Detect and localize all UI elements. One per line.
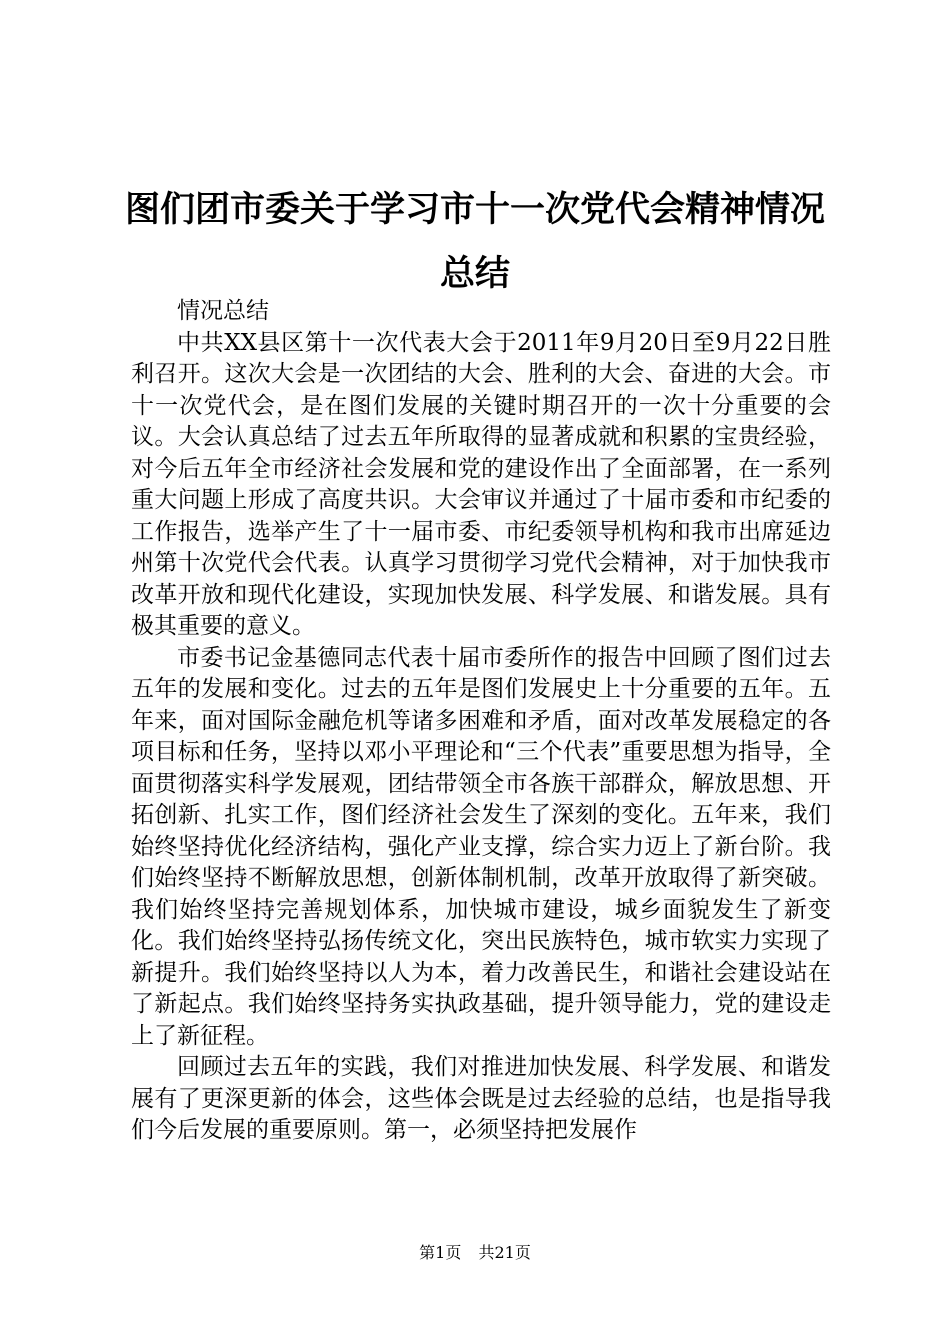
paragraph: 市委书记金基德同志代表十届市委所作的报告中回顾了图们过去五年的发展和变化。过去的五年是图们发展史上十分重要的五年。五年来，面对国际金融危机等诸多困难和矛盾，面对改革发展稳定的各项目标和任务，坚持以邓小平理论和“三个代表”重要思想为指导，全面贯彻落实科学发展观，团结带领全市各族干部群众，解放思想、开拓创新、扎实工作，图们经济社会发生了深刻的变化。五年来，我们始终坚持优化经济结构，强化产业支撑，综合实力迈上了新台阶。我们始终坚持不断解放思想，创新体制机制，改革开放取得了新突破。我们始终坚持完善规划体系，加快城市建设，城乡面貌发生了新变化。我们始终坚持弘扬传统文化，突出民族特色，城市软实力实现了新提升。我们始终坚持以人为本，着力改善民生，和谐社会建设站在了新起点。我们始终坚持务实执政基础，提升领导能力，党的建设走上了新征程。 [131, 644, 831, 1049]
paragraph-heading: 情况总结 [177, 298, 269, 324]
page-footer [0, 1243, 950, 1263]
document-title [110, 178, 840, 306]
paragraph: 中共XX县区第十一次代表大会于2011年9月20日至9月22日胜利召开。这次大会是一次团结的大会、胜利的大会、奋进的大会。市十一次党代会，是在图们发展的关键时期召开的一次十分重要的会议。大会认真总结了过去五年所取得的显著成就和积累的宝贵经验，对今后五年全市经济社会发展和党的建设作出了全面部署，在一系列重大问题上形成了高度共识。大会审议并通过了十届市委和市纪委的工作报告，选举产生了十一届市委、市纪委领导机构和我市出席延边州第十次党代会代表。认真学习贯彻学习党代会精神，对于加快我市改革开放和现代化建设，实现加快发展、科学发展、和谐发展。具有极其重要的意义。 [131, 329, 831, 639]
page-total: 共21页 [478, 1243, 531, 1262]
title-line-1: 图们团市委关于学习市十一次党代会精神情况 [124, 190, 825, 230]
paragraph: 回顾过去五年的实践，我们对推进加快发展、科学发展、和谐发展有了更深更新的体会，这些体会既是过去经验的总结，也是指导我们今后发展的重要原则。第一，必须坚持把发展作 [131, 1054, 831, 1143]
document-body [131, 296, 831, 1147]
page-number: 第1页 [419, 1243, 462, 1262]
title-line-2: 总结 [439, 254, 510, 294]
